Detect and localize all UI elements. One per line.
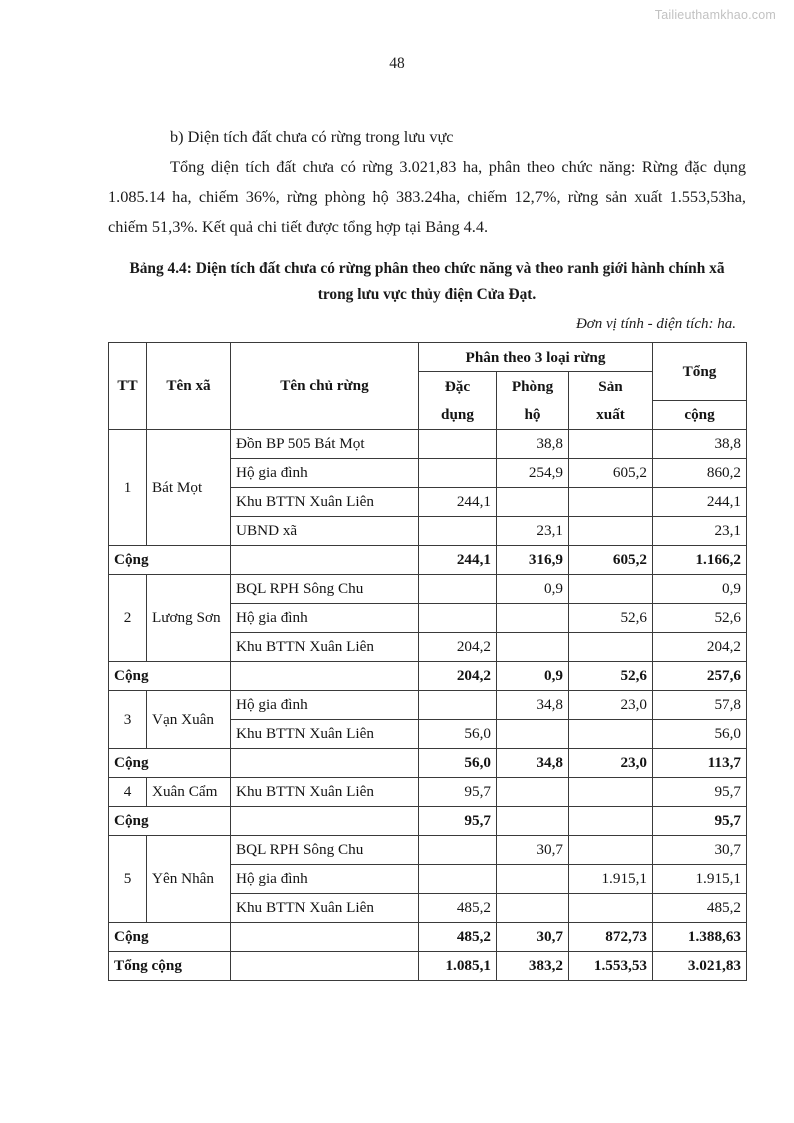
cell-grand-total-dac-dung: 1.085,1	[419, 951, 497, 980]
cell-subtotal-san-xuat: 605,2	[569, 545, 653, 574]
table-body	[109, 429, 747, 980]
table-subtotal-row	[109, 661, 747, 690]
cell-phong-ho: 0,9	[497, 574, 569, 603]
cell-ten-chu-rung: Hộ gia đình	[231, 864, 419, 893]
cell-phong-ho: 38,8	[497, 429, 569, 458]
cell-tt: 1	[109, 429, 147, 545]
cell-grand-total-tong-cong: 3.021,83	[653, 951, 747, 980]
cell-dac-dung	[419, 516, 497, 545]
cell-ten-chu-rung: Hộ gia đình	[231, 690, 419, 719]
table-caption: Bảng 4.4: Diện tích đất chưa có rừng phân theo chức năng và theo ranh giới hành chính xã trong lưu vực thủy điện Cửa Đạt.	[129, 260, 725, 303]
forest-area-table	[108, 342, 747, 981]
cell-grand-total-owner-empty	[231, 951, 419, 980]
cell-subtotal-label: Cộng	[109, 748, 231, 777]
th-san-xuat-line1: Sản	[569, 372, 653, 401]
cell-subtotal-phong-ho: 34,8	[497, 748, 569, 777]
cell-subtotal-dac-dung: 244,1	[419, 545, 497, 574]
cell-ten-chu-rung: BQL RPH Sông Chu	[231, 835, 419, 864]
cell-tong-cong: 860,2	[653, 458, 747, 487]
cell-tong-cong: 57,8	[653, 690, 747, 719]
cell-subtotal-san-xuat	[569, 806, 653, 835]
table-header-row-1	[109, 343, 747, 372]
cell-subtotal-owner-empty	[231, 748, 419, 777]
cell-san-xuat: 23,0	[569, 690, 653, 719]
cell-ten-chu-rung: BQL RPH Sông Chu	[231, 574, 419, 603]
cell-ten-chu-rung: UBND xã	[231, 516, 419, 545]
cell-subtotal-san-xuat: 23,0	[569, 748, 653, 777]
watermark-text: Tailieuthamkhao.com	[654, 8, 776, 22]
cell-ten-chu-rung: Khu BTTN Xuân Liên	[231, 487, 419, 516]
cell-tong-cong: 95,7	[653, 777, 747, 806]
cell-ten-chu-rung: Hộ gia đình	[231, 603, 419, 632]
cell-san-xuat	[569, 777, 653, 806]
cell-ten-xa: Bát Mọt	[147, 429, 231, 545]
cell-san-xuat	[569, 719, 653, 748]
cell-dac-dung: 204,2	[419, 632, 497, 661]
cell-san-xuat	[569, 487, 653, 516]
cell-subtotal-phong-ho: 316,9	[497, 545, 569, 574]
th-dac-dung-line2: dụng	[419, 400, 497, 429]
cell-ten-xa: Xuân Cẩm	[147, 777, 231, 806]
cell-subtotal-dac-dung: 485,2	[419, 922, 497, 951]
cell-phong-ho: 30,7	[497, 835, 569, 864]
cell-subtotal-phong-ho: 0,9	[497, 661, 569, 690]
cell-subtotal-tong-cong: 257,6	[653, 661, 747, 690]
cell-subtotal-label: Cộng	[109, 806, 231, 835]
cell-tt: 4	[109, 777, 147, 806]
page-content	[108, 122, 746, 981]
cell-dac-dung: 244,1	[419, 487, 497, 516]
cell-tong-cong: 38,8	[653, 429, 747, 458]
cell-subtotal-owner-empty	[231, 922, 419, 951]
table-grand-total-row	[109, 951, 747, 980]
table-row	[109, 777, 747, 806]
cell-subtotal-phong-ho	[497, 806, 569, 835]
cell-phong-ho	[497, 777, 569, 806]
cell-san-xuat	[569, 893, 653, 922]
cell-phong-ho	[497, 603, 569, 632]
cell-tt: 3	[109, 690, 147, 748]
cell-ten-xa: Yên Nhân	[147, 835, 231, 922]
cell-tong-cong: 204,2	[653, 632, 747, 661]
th-san-xuat-line2: xuất	[569, 400, 653, 429]
cell-ten-chu-rung: Hộ gia đình	[231, 458, 419, 487]
cell-ten-chu-rung: Khu BTTN Xuân Liên	[231, 632, 419, 661]
cell-subtotal-label: Cộng	[109, 545, 231, 574]
cell-san-xuat	[569, 429, 653, 458]
table-unit-note: Đơn vị tính - diện tích: ha.	[575, 316, 736, 332]
th-tt: TT	[109, 343, 147, 430]
section-heading: b) Diện tích đất chưa có rừng trong lưu vực	[170, 127, 454, 146]
cell-phong-ho	[497, 864, 569, 893]
table-head	[109, 343, 747, 430]
cell-grand-total-label: Tổng cộng	[109, 951, 231, 980]
cell-dac-dung: 56,0	[419, 719, 497, 748]
table-subtotal-row	[109, 748, 747, 777]
th-ten-xa: Tên xã	[147, 343, 231, 430]
table-row	[109, 429, 747, 458]
cell-phong-ho: 254,9	[497, 458, 569, 487]
cell-ten-chu-rung: Khu BTTN Xuân Liên	[231, 777, 419, 806]
cell-subtotal-label: Cộng	[109, 922, 231, 951]
cell-ten-chu-rung: Đồn BP 505 Bát Mọt	[231, 429, 419, 458]
cell-tong-cong: 23,1	[653, 516, 747, 545]
cell-tong-cong: 1.915,1	[653, 864, 747, 893]
cell-subtotal-tong-cong: 1.388,63	[653, 922, 747, 951]
cell-san-xuat: 1.915,1	[569, 864, 653, 893]
cell-dac-dung: 95,7	[419, 777, 497, 806]
cell-phong-ho	[497, 487, 569, 516]
cell-ten-xa: Lương Sơn	[147, 574, 231, 661]
cell-dac-dung	[419, 690, 497, 719]
cell-ten-chu-rung: Khu BTTN Xuân Liên	[231, 719, 419, 748]
cell-phong-ho: 23,1	[497, 516, 569, 545]
th-dac-dung-line1: Đặc	[419, 372, 497, 401]
cell-subtotal-tong-cong: 113,7	[653, 748, 747, 777]
cell-ten-xa: Vạn Xuân	[147, 690, 231, 748]
cell-phong-ho: 34,8	[497, 690, 569, 719]
cell-subtotal-owner-empty	[231, 545, 419, 574]
cell-phong-ho	[497, 893, 569, 922]
cell-san-xuat	[569, 574, 653, 603]
cell-dac-dung	[419, 458, 497, 487]
table-container	[108, 342, 746, 981]
table-row	[109, 690, 747, 719]
page-number: 48	[389, 55, 405, 72]
cell-dac-dung	[419, 603, 497, 632]
cell-subtotal-tong-cong: 95,7	[653, 806, 747, 835]
cell-grand-total-san-xuat: 1.553,53	[569, 951, 653, 980]
cell-phong-ho	[497, 719, 569, 748]
cell-san-xuat: 605,2	[569, 458, 653, 487]
cell-subtotal-san-xuat: 52,6	[569, 661, 653, 690]
cell-dac-dung	[419, 574, 497, 603]
cell-san-xuat: 52,6	[569, 603, 653, 632]
cell-tong-cong: 244,1	[653, 487, 747, 516]
th-tong-cong-line1: Tổng	[653, 343, 747, 401]
cell-san-xuat	[569, 516, 653, 545]
cell-subtotal-dac-dung: 95,7	[419, 806, 497, 835]
cell-san-xuat	[569, 632, 653, 661]
cell-subtotal-phong-ho: 30,7	[497, 922, 569, 951]
cell-ten-chu-rung: Khu BTTN Xuân Liên	[231, 893, 419, 922]
th-phong-ho-line1: Phòng	[497, 372, 569, 401]
cell-subtotal-label: Cộng	[109, 661, 231, 690]
table-row	[109, 835, 747, 864]
th-tong-cong-line2: cộng	[653, 400, 747, 429]
cell-subtotal-owner-empty	[231, 661, 419, 690]
table-row	[109, 574, 747, 603]
cell-grand-total-phong-ho: 383,2	[497, 951, 569, 980]
cell-tong-cong: 0,9	[653, 574, 747, 603]
cell-subtotal-san-xuat: 872,73	[569, 922, 653, 951]
table-subtotal-row	[109, 545, 747, 574]
th-ten-chu-rung: Tên chủ rừng	[231, 343, 419, 430]
cell-tong-cong: 30,7	[653, 835, 747, 864]
cell-subtotal-dac-dung: 204,2	[419, 661, 497, 690]
th-group-3-loai-rung: Phân theo 3 loại rừng	[419, 343, 653, 372]
cell-tong-cong: 56,0	[653, 719, 747, 748]
body-paragraph: Tổng diện tích đất chưa có rừng 3.021,83 ha, phân theo chức năng: Rừng đặc dụng 1.085.14 ha, chiếm 36%, rừng phòng hộ 383.24ha, chiếm 12,7%, rừng sản xuất 1.553,53ha, chiếm 51,3%. Kết quả chi tiết được tổng hợp tại Bảng 4.4.	[108, 157, 746, 236]
cell-tong-cong: 52,6	[653, 603, 747, 632]
cell-subtotal-tong-cong: 1.166,2	[653, 545, 747, 574]
cell-tt: 5	[109, 835, 147, 922]
table-subtotal-row	[109, 922, 747, 951]
cell-dac-dung: 485,2	[419, 893, 497, 922]
cell-subtotal-owner-empty	[231, 806, 419, 835]
cell-tt: 2	[109, 574, 147, 661]
cell-dac-dung	[419, 429, 497, 458]
th-phong-ho-line2: hộ	[497, 400, 569, 429]
cell-subtotal-dac-dung: 56,0	[419, 748, 497, 777]
cell-dac-dung	[419, 835, 497, 864]
cell-dac-dung	[419, 864, 497, 893]
cell-tong-cong: 485,2	[653, 893, 747, 922]
cell-phong-ho	[497, 632, 569, 661]
cell-san-xuat	[569, 835, 653, 864]
table-subtotal-row	[109, 806, 747, 835]
